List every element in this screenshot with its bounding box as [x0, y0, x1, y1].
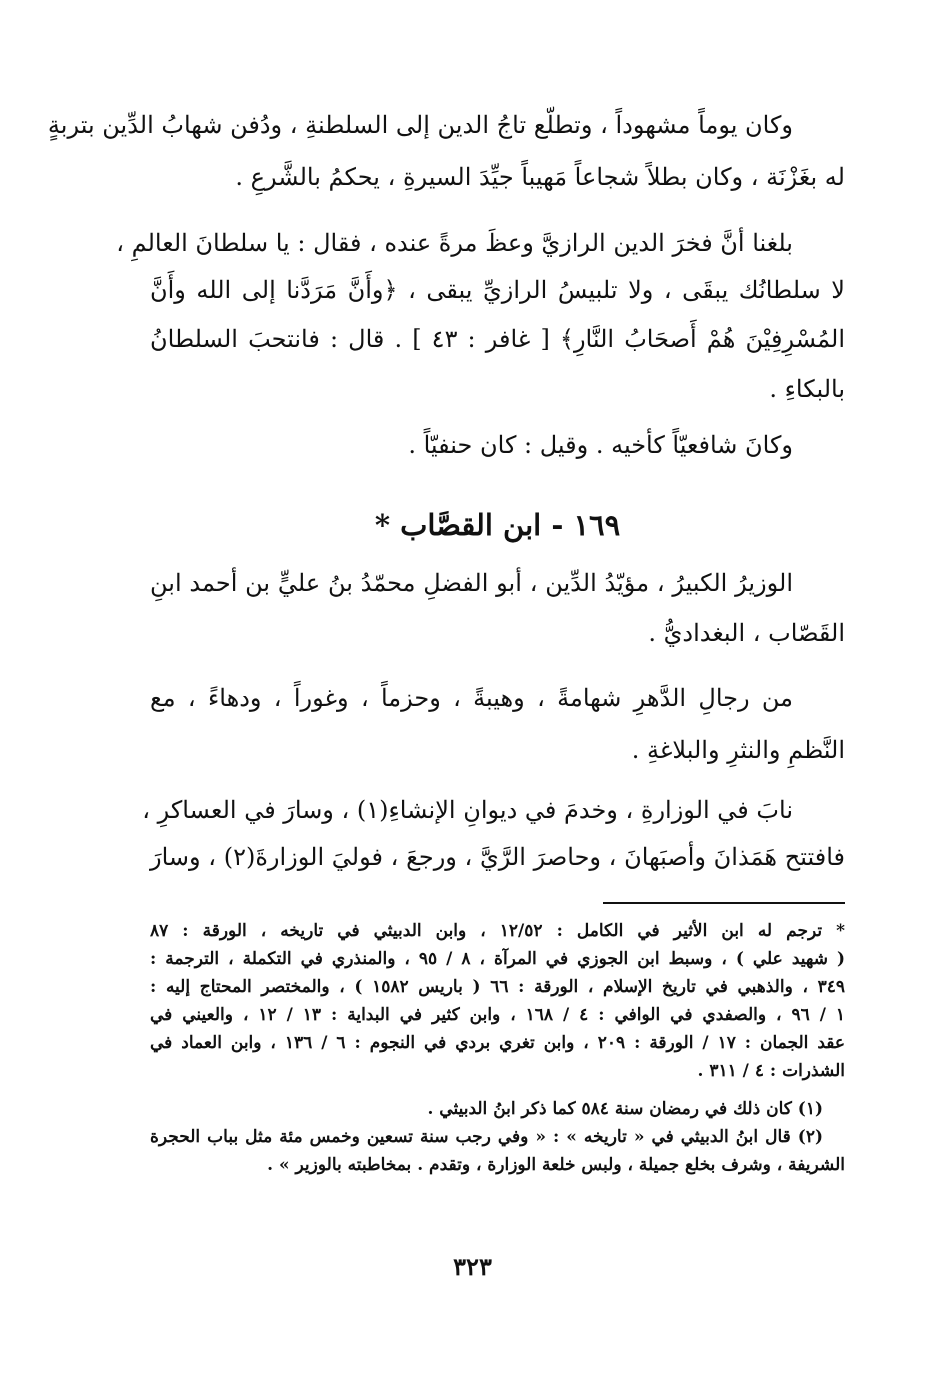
footnote-line: عقد الجمان : ١٧ / الورقة : ٢٠٩ ، وابن تغري بردي في النجوم : ٦ / ١٣٦ ، وابن العماد في	[150, 1033, 845, 1053]
body-line: النَّظمِ والنثرِ والبلاغةِ .	[631, 736, 845, 764]
body-line: الوزيرُ الكبيرُ ، مؤيّدُ الدِّين ، أبو الفضلِ محمّدُ بنُ عليٍّ بن أحمد ابنِ	[150, 569, 794, 597]
body-line: القَصّاب ، البغداديُّ .	[648, 619, 845, 647]
body-line: له بغَزْنَة ، وكان بطلاً شجاعاً مَهيباً جيِّدَ السيرةِ ، يحكمُ بالشَّرعِ .	[235, 163, 845, 191]
body-line: نابَ في الوزارةِ ، وخدمَ في ديوانِ الإنشاءِ(١) ، وسارَ في العساكرِ ،	[142, 796, 793, 824]
footnote-line: ٣٤٩ ، والذهبي في تاريخ الإسلام ، الورقة : ٦٦ ( باريس ١٥٨٢ ) ، والمختصر المحتاج إليه :	[150, 977, 846, 997]
footnote-line: ١ / ٩٦ ، والصفدي في الوافي : ٤ / ١٦٨ ، وابن كثير في البداية : ١٣ / ١٢ ، والعيني في	[150, 1005, 846, 1025]
body-line: لا سلطانُك يبقَى ، ولا تلبيسُ الرازيِّ يبقى ، ﴿وأَنَّ مَرَدَّنا إلى الله وأَنَّ	[150, 276, 845, 304]
footnote-line: ( شهيد علي ) ، وسبط ابن الجوزي في المرآة ، ٨ / ٩٥ ، والمنذري في التكملة ، الترجمة :	[150, 949, 846, 969]
entry-heading: ١٦٩ - ابن القصَّاب *	[374, 508, 621, 542]
footnote-divider	[603, 902, 845, 904]
body-line: بلغنا أنَّ فخرَ الدين الرازيَّ وعظَ مرةً عنده ، فقال : يا سلطانَ العالمِ ،	[116, 229, 793, 257]
footnote-line: (١) كان ذلك في رمضان سنة ٥٨٤ كما ذكر ابنُ الدبيثي .	[427, 1099, 823, 1119]
footnote-line: * ترجم له ابن الأثير في الكامل : ١٢/٥٢ ، وابن الدبيثي في تاريخه ، الورقة : ٨٧	[150, 921, 846, 941]
footnote-line: (٢) قال ابنُ الدبيثي في « تاريخه » : « وفي رجب سنة تسعين وخمس مئة مثل بباب الحجرة	[150, 1127, 823, 1147]
footnote-line: الشريفة ، وشرف بخلع جميلة ، ولبس خلعة الوزارة ، وتقدم . بمخاطبته بالوزير » .	[267, 1155, 845, 1175]
body-line: وكانَ شافعيّاً كأخيه . وقيل : كان حنفيّاً .	[408, 431, 793, 459]
body-line: فافتتح هَمَذانَ وأصبَهانَ ، وحاصرَ الرَّيَّ ، ورجعَ ، فوليَ الوزارةَ(٢) ، وسارَ	[150, 843, 845, 871]
body-line: وكان يوماً مشهوداً ، وتطلّع تاجُ الدين إلى السلطنةِ ، ودُفن شهابُ الدِّين بتربةٍ	[47, 111, 793, 139]
page-number: ٣٢٣	[453, 1252, 492, 1281]
footnote-line: الشذرات : ٤ / ٣١١ .	[697, 1061, 845, 1081]
body-line: بالبكاءِ .	[769, 375, 845, 403]
body-line: من رجالِ الدَّهرِ شهامةً ، وهيبةً ، وحزماً ، وغوراً ، ودهاءً ، مع	[150, 684, 793, 712]
body-line: المُسْرِفِيْنَ هُمْ أَصحَابُ النَّارِ﴾ [ غافر : ٤٣ ] . قال : فانتحبَ السلطانُ	[150, 325, 845, 353]
